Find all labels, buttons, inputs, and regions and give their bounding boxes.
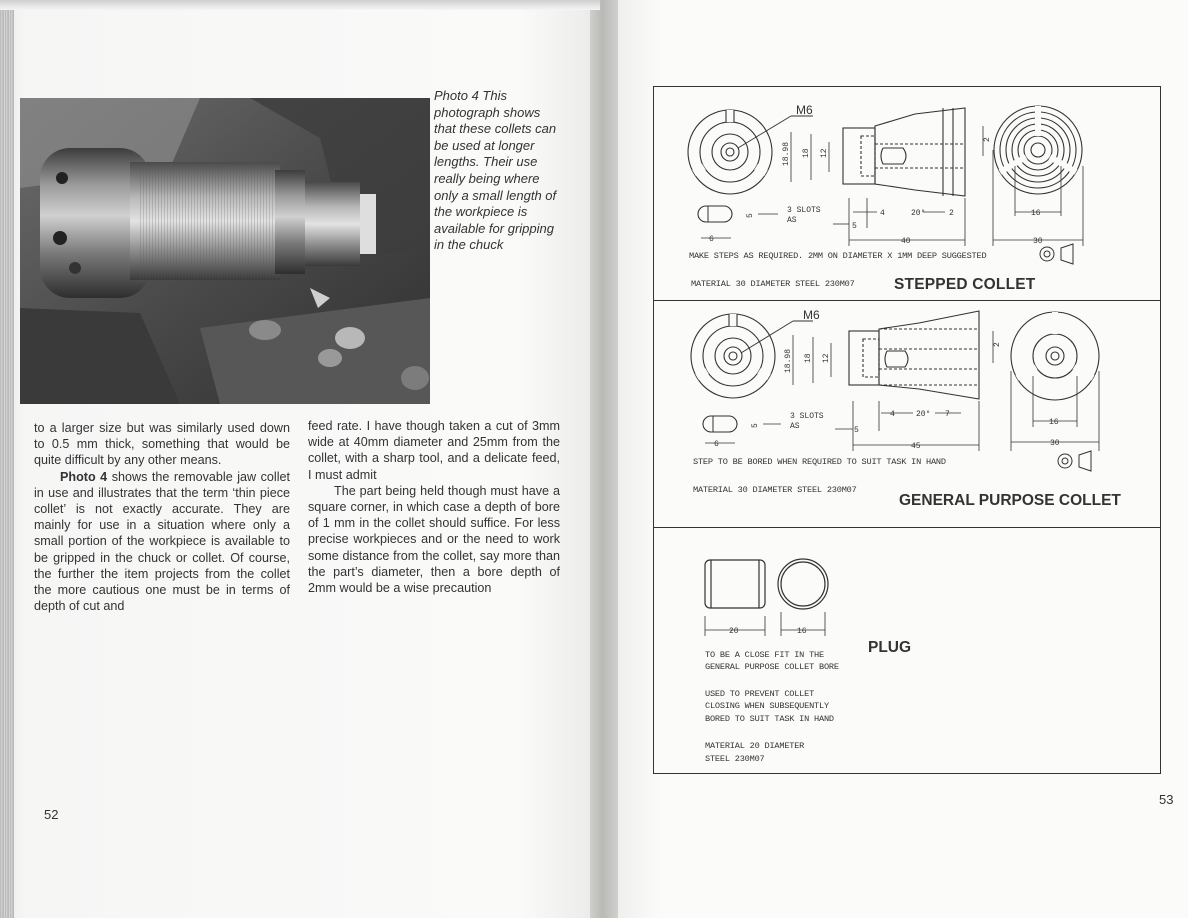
photo-4-lathe-collet xyxy=(20,98,430,404)
stepped-collet-drawing xyxy=(653,86,1161,300)
page-number-left: 52 xyxy=(44,807,59,822)
dim-16: 16 xyxy=(1049,418,1059,427)
dim-slot-5: 5 xyxy=(751,423,760,428)
stepped-material: MATERIAL 30 DIAMETER STEEL 230M07 xyxy=(691,279,855,289)
as-label: AS xyxy=(790,422,800,431)
plug-fit-line-2: GENERAL PURPOSE COLLET BORE xyxy=(705,662,839,672)
dim-18-98: 18.98 xyxy=(782,141,791,166)
paragraph-text: shows the removable jaw collet in use and illustrates that the term ‘thin piece collet’ is not exactly accurate. They are mainly for use in a situation where only a small portion of the workpiece is available to be gripped in the chuck or collet. Of course, the further the item projects from the collet the more cautious one must be in terms of depth of cut and xyxy=(34,469,290,614)
slots-label: 3 SLOTS xyxy=(790,412,824,421)
dim-2: 2 xyxy=(949,209,954,218)
dim-slot-5: 5 xyxy=(746,213,755,218)
dim-30: 30 xyxy=(1050,439,1060,448)
side-view xyxy=(849,311,979,399)
plug-material-line-1: MATERIAL 20 DIAMETER xyxy=(705,741,805,751)
thread-label: M6 xyxy=(796,103,813,117)
plug-end-view xyxy=(778,559,828,609)
photo-caption: Photo 4 This photograph shows that these collets can be used at longer lengths. Their use really being where only a small length of the workpiece is available for gripping in the chuck xyxy=(434,88,557,253)
dim-12: 12 xyxy=(820,148,829,158)
general-note: STEP TO BE BORED WHEN REQUIRED TO SUIT TASK IN HAND xyxy=(693,457,946,467)
plug-title: PLUG xyxy=(868,639,912,656)
slot-view xyxy=(703,416,737,432)
dim-7: 7 xyxy=(945,410,950,419)
as-label: AS xyxy=(787,216,797,225)
dim-5: 5 xyxy=(854,426,859,435)
dim-5: 5 xyxy=(852,222,857,231)
dim-18-98: 18.98 xyxy=(784,348,793,373)
dim-4: 4 xyxy=(890,410,895,419)
dim-30: 30 xyxy=(1033,237,1043,246)
paragraph: feed rate. I have though taken a cut of 3mm wide at 40mm diameter and 25mm from the collet, with a sharp tool, and a delicate feed, I must admit xyxy=(308,419,560,482)
plug-side-view xyxy=(705,560,765,608)
dim-12: 12 xyxy=(822,353,831,363)
photo-reference: Photo 4 xyxy=(60,469,108,484)
thread-label: M6 xyxy=(803,308,820,322)
dim-18: 18 xyxy=(804,353,813,363)
plug-fit-line-1: TO BE A CLOSE FIT IN THE xyxy=(705,650,824,660)
dim-2-vertical: 2 xyxy=(983,137,992,142)
dim-18: 18 xyxy=(802,148,811,158)
body-text-column-1 xyxy=(34,420,290,614)
dim-angle: 20° xyxy=(911,209,926,218)
page-number-right: 53 xyxy=(1159,792,1174,807)
plug-use-line-1: USED TO PREVENT COLLET xyxy=(705,689,815,699)
projection-symbol xyxy=(1040,244,1073,264)
book-gutter xyxy=(590,0,618,918)
end-view-right xyxy=(1011,312,1099,400)
top-shadow xyxy=(0,0,600,10)
slot-view xyxy=(698,206,732,222)
paragraph: to a larger size but was similarly used down to 0.5 mm thick, something that would be quite difficult by any other means. xyxy=(34,421,290,468)
body-text-column-2 xyxy=(308,418,560,596)
dim-16: 16 xyxy=(1031,209,1041,218)
dim-6: 6 xyxy=(709,235,714,244)
dim-16: 16 xyxy=(797,627,807,636)
end-view-left xyxy=(688,110,772,194)
plug-material-line-2: STEEL 230M07 xyxy=(705,754,765,764)
stepped-note: MAKE STEPS AS REQUIRED. 2MM ON DIAMETER X 1MM DEEP SUGGESTED xyxy=(689,251,987,261)
paragraph: The part being held though must have a square corner, in which case a depth of bore of 1 mm in the collet should suffice. For less precise workpieces and or the need to work some distance from the collet, say more than the part’s diameter, then a bore depth of 2mm would be a wise precaution xyxy=(308,483,560,596)
dim-4: 4 xyxy=(880,209,885,218)
dim-45: 45 xyxy=(911,442,921,451)
dim-40: 40 xyxy=(901,237,911,246)
paragraph xyxy=(34,469,290,615)
dim-6: 6 xyxy=(714,440,719,449)
dim-2-vertical: 2 xyxy=(993,342,1002,347)
end-view-right-stepped xyxy=(994,106,1082,194)
slots-label: 3 SLOTS xyxy=(787,206,821,215)
page-edges xyxy=(0,0,14,918)
dim-20: 20 xyxy=(729,627,739,636)
plug-use-line-2: CLOSING WHEN SUBSEQUENTLY xyxy=(705,701,829,711)
end-view-left xyxy=(691,314,775,398)
plug-use-line-3: BORED TO SUIT TASK IN HAND xyxy=(705,714,834,724)
general-material: MATERIAL 30 DIAMETER STEEL 230M07 xyxy=(693,485,857,495)
stepped-collet-title: STEPPED COLLET xyxy=(894,276,1036,293)
dim-angle: 20° xyxy=(916,410,931,419)
projection-symbol xyxy=(1058,451,1091,471)
general-purpose-collet-title: GENERAL PURPOSE COLLET xyxy=(899,492,1121,509)
side-view xyxy=(843,108,965,196)
